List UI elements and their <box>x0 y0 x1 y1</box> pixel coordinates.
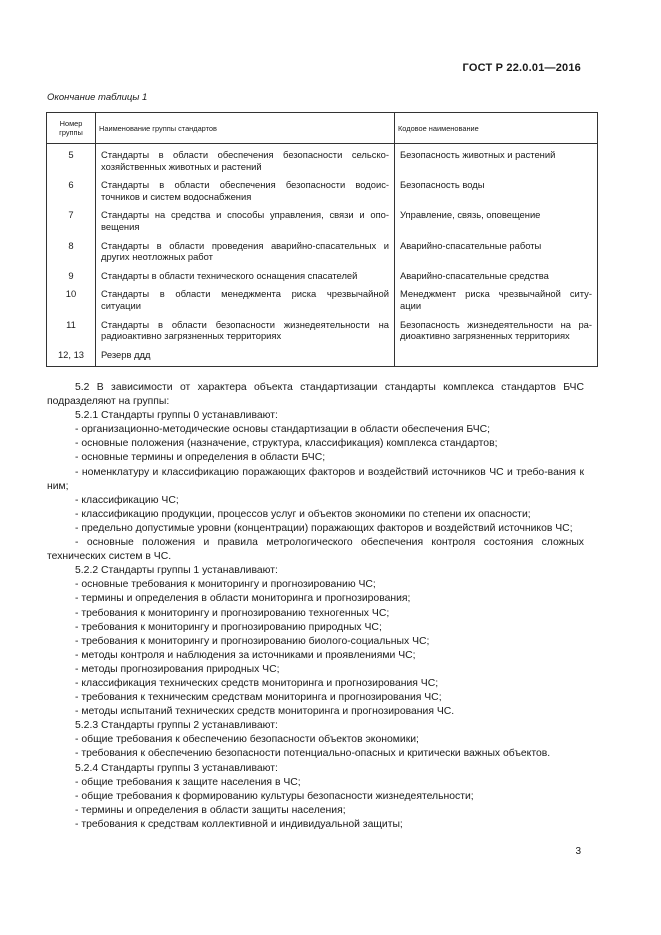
group-name-cell: Резерв ддд <box>96 348 395 367</box>
list-item: - общие требования к обеспечению безопасности объектов экономики; <box>75 734 419 746</box>
list-item: - требования к техническим средствам мониторинга и прогнозирования ЧС; <box>75 692 442 704</box>
group-number-cell: 10 <box>65 288 77 300</box>
list-item: - классификация технических средств мониторинга и прогнозирования ЧС; <box>75 677 439 689</box>
code-name-cell: Аварийно-спасательные средства <box>395 269 598 288</box>
list-item: - требования к обеспечению безопасности потенциально-опасных и критически важных объектов. <box>75 748 551 760</box>
table-row <box>47 318 598 348</box>
list-item: - методы испытаний технических средств мониторинга и прогнозирования ЧС. <box>75 706 455 718</box>
table-caption: Окончание таблицы 1 <box>47 92 148 103</box>
list-item: - общие требования к защите населения в ЧС; <box>75 776 301 788</box>
paragraph: 5.2 В зависимости от характера объекта стандартизации стандарты комплекса стандартов БЧС подразделяют на группы: <box>47 382 584 408</box>
group-name-cell: Стандарты в области обеспечения безопасности водоис-точников и систем водоснабжения <box>96 178 395 208</box>
list-item: - общие требования к формированию культуры безопасности жизнедеятельности; <box>75 790 474 802</box>
code-name-cell <box>395 348 598 367</box>
table-row <box>47 269 598 288</box>
document-code-header: ГОСТ Р 22.0.01—2016 <box>462 62 581 74</box>
subsection-heading: 5.2.1 Стандарты группы 0 устанавливают: <box>75 410 278 422</box>
group-number-cell: 11 <box>66 318 76 330</box>
standards-groups-table <box>46 112 598 367</box>
group-name-cell: Стандарты в области обеспечения безопасности сельско-хозяйственных животных и растений <box>96 144 395 179</box>
group-number-cell: 7 <box>68 209 74 221</box>
list-item: - предельно допустимые уровни (концентрации) поражающих факторов и воздействий источников ЧС; <box>75 522 573 534</box>
group-number-cell: 5 <box>68 149 74 160</box>
body-text <box>47 381 584 832</box>
code-name-cell: Менеджмент риска чрезвычайной ситу-ации <box>395 287 598 317</box>
code-name-cell: Управление, связь, оповещение <box>395 208 598 238</box>
list-item: - термины и определения в области защиты населения; <box>75 804 346 816</box>
list-item: - номенклатуру и классификацию поражающих факторов и воздействий источников ЧС и требо-вания к ним; <box>47 466 584 492</box>
subsection-heading: 5.2.3 Стандарты группы 2 устанавливают: <box>75 720 278 732</box>
page-number: 3 <box>575 846 581 857</box>
group-name-cell: Стандарты в области технического оснащения спасателей <box>96 269 395 288</box>
list-item: - основные термины и определения в области БЧС; <box>75 452 326 464</box>
code-name-cell: Безопасность воды <box>395 178 598 208</box>
list-item: - требования к мониторингу и прогнозированию техногенных ЧС; <box>75 607 390 619</box>
list-item: - классификацию продукции, процессов услуг и объектов экономики по степени их опасности; <box>75 508 531 520</box>
group-name-cell: Стандарты в области проведения аварийно-спасательных и других неотложных работ <box>96 239 395 269</box>
group-number-cell: 6 <box>68 179 74 191</box>
column-header-group-name: Наименование группы стандартов <box>96 113 395 144</box>
list-item: - классификацию ЧС; <box>75 494 179 506</box>
list-item: - термины и определения в области мониторинга и прогнозирования; <box>75 593 411 605</box>
table-row <box>47 144 598 179</box>
group-name-cell: Стандарты в области безопасности жизнедеятельности на радиоактивно загрязненных территориях <box>96 318 395 348</box>
group-name-cell: Стандарты на средства и способы управления, связи и опо-вещения <box>96 208 395 238</box>
code-name-cell: Безопасность жизнедеятельности на ра-диоактивно загрязненных территориях <box>395 318 598 348</box>
list-item: - требования к мониторингу и прогнозированию природных ЧС; <box>75 621 382 633</box>
code-name-cell: Аварийно-спасательные работы <box>395 239 598 269</box>
list-item: - основные положения и правила метрологического обеспечения контроля состояния сложных технических систем в ЧС. <box>47 537 584 563</box>
list-item: - организационно-методические основы стандартизации в области обеспечения БЧС; <box>75 424 491 436</box>
column-header-group-number: Номер группы <box>47 113 96 144</box>
subsection-heading: 5.2.4 Стандарты группы 3 устанавливают: <box>75 762 278 774</box>
subsection-heading: 5.2.2 Стандарты группы 1 устанавливают: <box>75 565 278 577</box>
group-number-cell: 9 <box>68 269 74 281</box>
table-row <box>47 208 598 238</box>
list-item: - основные положения (назначение, структура, классификация) комплекса стандартов; <box>75 438 498 450</box>
column-header-code-name: Кодовое наименование <box>395 113 598 144</box>
table-row <box>47 178 598 208</box>
list-item: - методы контроля и наблюдения за источниками и проявлениями ЧС; <box>75 649 416 661</box>
code-name-cell: Безопасность животных и растений <box>395 144 598 179</box>
group-number-cell: 12, 13 <box>57 348 85 360</box>
table-row <box>47 239 598 269</box>
list-item: - методы прогнозирования природных ЧС; <box>75 663 280 675</box>
group-number-cell: 8 <box>68 239 74 251</box>
list-item: - требования к средствам коллективной и индивидуальной защиты; <box>75 818 403 830</box>
table-row <box>47 287 598 317</box>
group-name-cell: Стандарты в области менеджмента риска чрезвычайной ситуации <box>96 287 395 317</box>
list-item: - основные требования к мониторингу и прогнозированию ЧС; <box>75 579 376 591</box>
list-item: - требования к мониторингу и прогнозированию биолого-социальных ЧС; <box>75 635 430 647</box>
table-header-row <box>47 113 598 144</box>
table-row <box>47 348 598 367</box>
